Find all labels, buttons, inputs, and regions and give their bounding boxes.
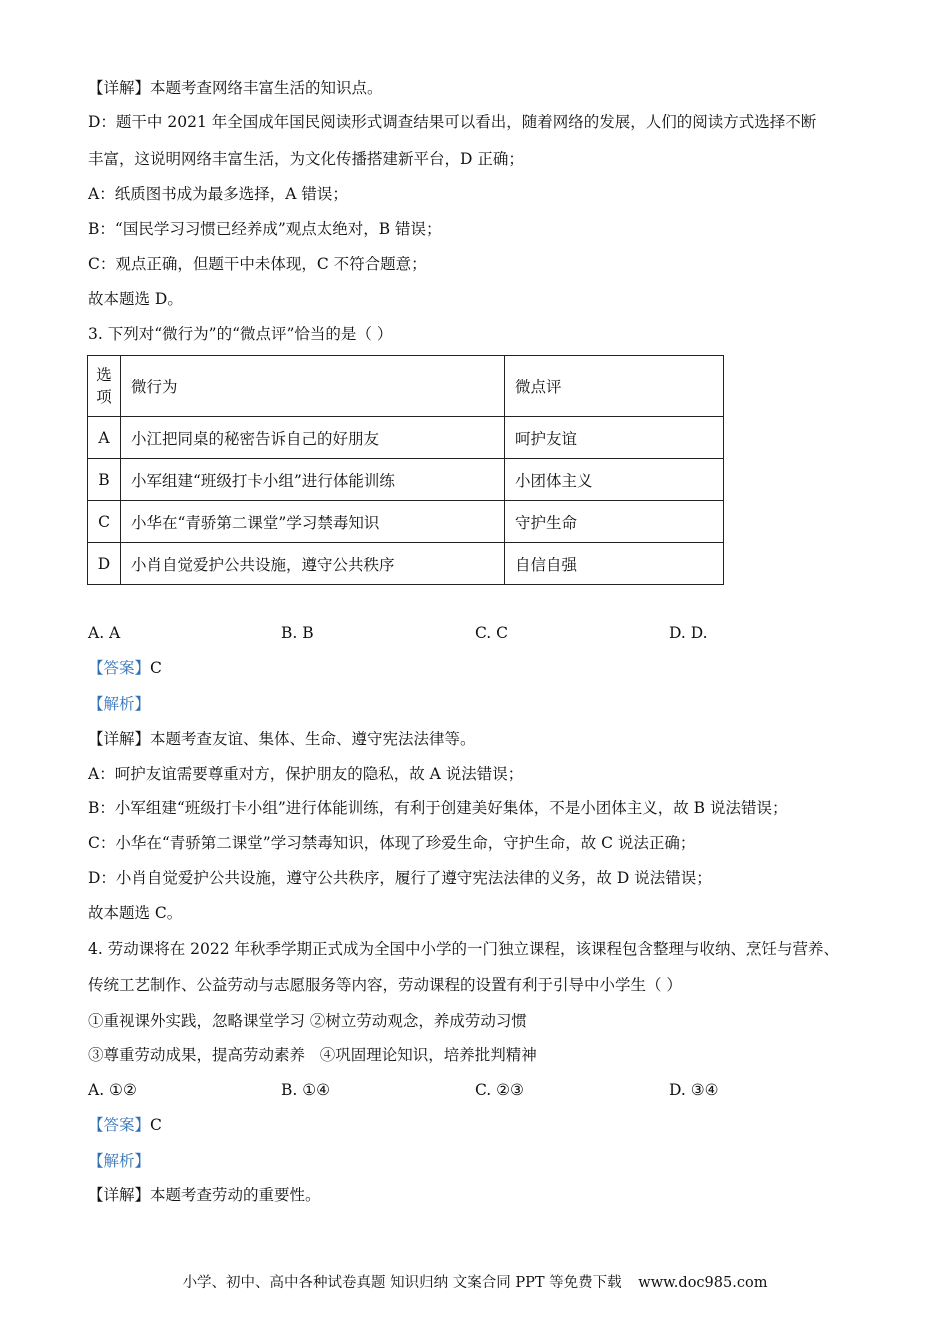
row-comment: 守护生命 [505, 501, 724, 543]
table-row [88, 417, 724, 459]
detail-text: 本题考查劳动的重要性。 [150, 1186, 321, 1204]
q3-detail-line [88, 729, 476, 749]
q4-option-a: A. ①② [88, 1081, 137, 1099]
header-option: 选 项 [88, 356, 121, 417]
q2-line-2: 丰富，这说明网络丰富生活，为文化传播搭建新平台，D 正确； [88, 150, 524, 168]
row-comment: 呵护友谊 [505, 417, 724, 459]
table-row [88, 501, 724, 543]
q3-stem: 3. 下列对“微行为”的“微点评”恰当的是（ ） [88, 325, 393, 343]
detail-tag: 【详解】 [88, 730, 151, 748]
q4-choice-line-2: ③尊重劳动成果，提高劳动素养 ④巩固理论知识，培养批判精神 [88, 1046, 537, 1064]
page-footer [0, 1271, 950, 1292]
q4-stem-line-1: 4. 劳动课将在 2022 年秋季学期正式成为全国中小学的一门独立课程，该课程包含整理与收纳、烹饪与营养、 [88, 940, 840, 958]
detail-text: 本题考查网络丰富生活的知识点。 [150, 79, 383, 97]
row-behavior: 小肖自觉爱护公共设施，遵守公共秩序 [121, 543, 505, 585]
row-behavior: 小军组建“班级打卡小组”进行体能训练 [121, 459, 505, 501]
answer-value: C [150, 1116, 162, 1134]
q3-option-a: A. A [88, 624, 121, 642]
q4-analysis-tag: 【解析】 [88, 1152, 151, 1170]
footer-link[interactable]: www.doc985.com [638, 1275, 768, 1291]
q4-stem-line-2: 传统工艺制作、公益劳动与志愿服务等内容，劳动课程的设置有利于引导中小学生（ ） [88, 976, 682, 994]
q3-option-b: B. B [281, 624, 314, 642]
q2-line-5: C：观点正确，但题干中未体现，C 不符合题意； [88, 255, 427, 273]
detail-text: 本题考查友谊、集体、生命、遵守宪法法律等。 [150, 730, 476, 748]
q2-detail-line [88, 78, 383, 98]
q3-line-1: A：呵护友谊需要尊重对方，保护朋友的隐私，故 A 说法错误； [88, 765, 524, 783]
q3-line-2: B：小军组建“班级打卡小组”进行体能训练，有利于创建美好集体，不是小团体主义，故 B 说法错误； [88, 799, 788, 817]
q2-line-3: A：纸质图书成为最多选择，A 错误； [88, 185, 348, 203]
answer-tag: 【答案】 [88, 659, 151, 677]
q4-detail-line [88, 1185, 321, 1205]
q3-line-5: 故本题选 C。 [88, 904, 183, 922]
header-behavior: 微行为 [121, 356, 505, 417]
answer-tag: 【答案】 [88, 1116, 151, 1134]
q3-analysis-tag: 【解析】 [88, 695, 151, 713]
row-behavior: 小江把同桌的秘密告诉自己的好朋友 [121, 417, 505, 459]
q3-table [87, 355, 724, 585]
q3-option-d: D. D. [669, 624, 708, 642]
q2-line-4: B：“国民学习习惯已经养成”观点太绝对，B 错误； [88, 220, 442, 238]
table-header-row [88, 356, 724, 417]
q4-option-d: D. ③④ [669, 1081, 719, 1099]
q4-answer [88, 1115, 162, 1135]
row-comment: 自信自强 [505, 543, 724, 585]
table-row [88, 459, 724, 501]
q3-line-4: D：小肖自觉爱护公共设施，遵守公共秩序，履行了遵守宪法法律的义务，故 D 说法错误； [88, 869, 712, 887]
q3-answer [88, 658, 162, 678]
q3-line-3: C：小华在“青骄第二课堂”学习禁毒知识，体现了珍爱生命，守护生命，故 C 说法正确； [88, 834, 696, 852]
row-behavior: 小华在“青骄第二课堂”学习禁毒知识 [121, 501, 505, 543]
row-option: B [88, 459, 121, 501]
detail-tag: 【详解】 [88, 1186, 151, 1204]
q3-option-c: C. C [475, 624, 509, 642]
q2-line-1: D：题干中 2021 年全国成年国民阅读形式调查结果可以看出，随着网络的发展，人们的阅读方式选择不断 [88, 113, 817, 131]
q4-option-c: C. ②③ [475, 1081, 524, 1099]
table-row [88, 543, 724, 585]
row-comment: 小团体主义 [505, 459, 724, 501]
row-option: C [88, 501, 121, 543]
detail-tag: 【详解】 [88, 79, 151, 97]
header-comment: 微点评 [505, 356, 724, 417]
answer-value: C [150, 659, 162, 677]
row-option: A [88, 417, 121, 459]
q4-option-b: B. ①④ [281, 1081, 331, 1099]
q2-line-6: 故本题选 D。 [88, 290, 183, 308]
row-option: D [88, 543, 121, 585]
footer-text: 小学、初中、高中各种试卷真题 知识归纳 文案合同 PPT 等免费下载 [182, 1275, 622, 1291]
q4-choice-line-1: ①重视课外实践，忽略课堂学习 ②树立劳动观念，养成劳动习惯 [88, 1012, 527, 1030]
